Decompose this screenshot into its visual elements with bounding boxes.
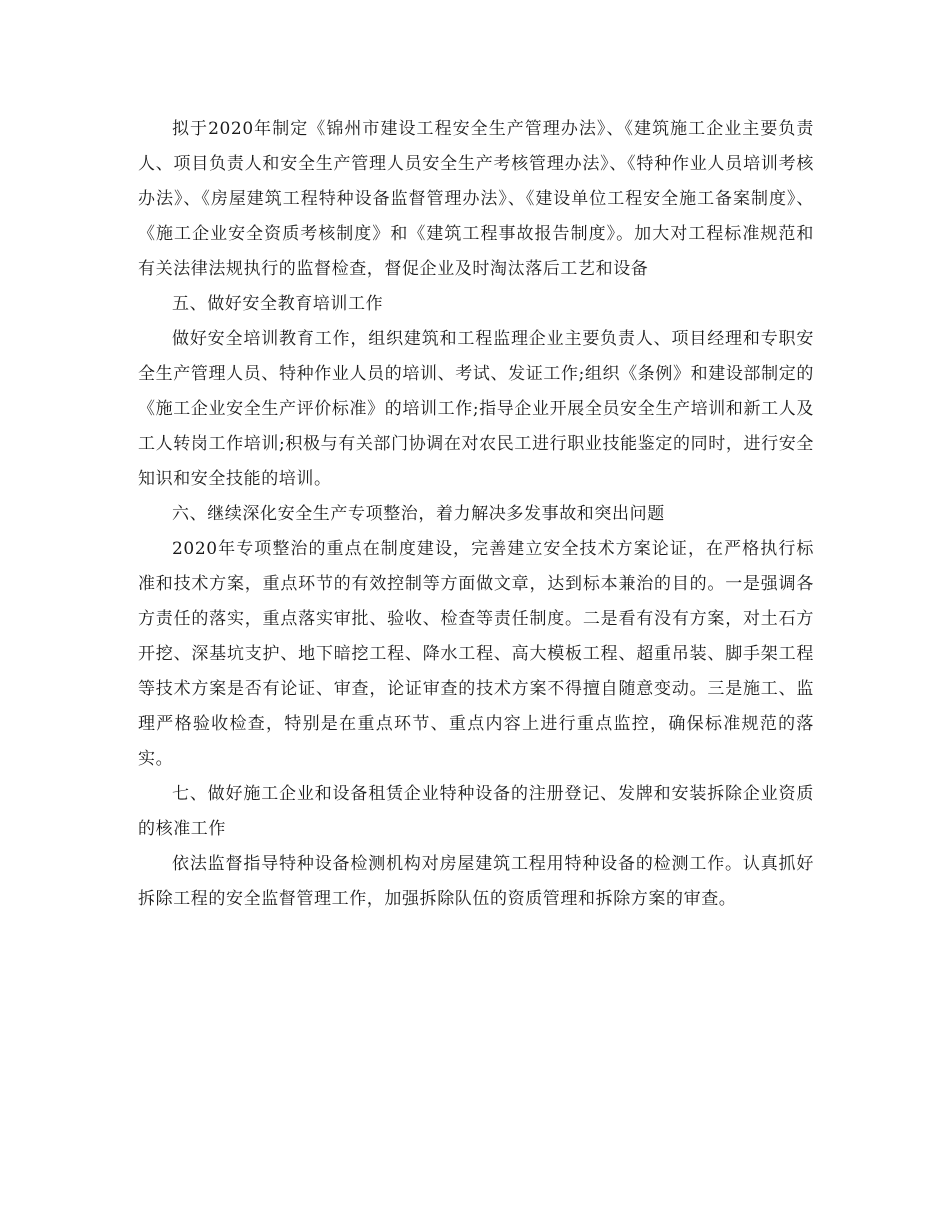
- section-heading-training: 五、做好安全教育培训工作: [172, 294, 384, 314]
- paragraph-special-rectification: 2020年专项整治的重点在制度建设，完善建立安全技术方案论证，在严格执行标准和技术方案，重点环节的有效控制等方面做文章，达到标本兼治的目的。一是强调各方责任的落实，重点落实审批、验收、检查等责任制度。二是看有没有方案，对土石方开挖、深基坑支护、地下暗挖工程、降水工程、高大模板工程、超重吊装、脚手架工程等技术方案是否有论证、审查，论证审查的技术方案不得擅自随意变动。三是施工、监理严格验收检查，特别是在重点环节、重点内容上进行重点监控，确保标准规范的落实。: [138, 539, 814, 769]
- section-heading-special-rectification: 六、继续深化安全生产专项整治，着力解决多发事故和突出问题: [172, 504, 665, 524]
- paragraph-equipment-inspection: 依法监督指导特种设备检测机构对房屋建筑工程用特种设备的检测工作。认真抓好拆除工程的安全监督管理工作，加强拆除队伍的资质管理和拆除方案的审查。: [138, 854, 814, 909]
- paragraph-regulations-plan: 拟于2020年制定《锦州市建设工程安全生产管理办法》、《建筑施工企业主要负责人、项目负责人和安全生产管理人员安全生产考核管理办法》、《特种作业人员培训考核办法》、《房屋建筑工程特种设备监督管理办法》、《建设单位工程安全施工备案制度》、《施工企业安全资质考核制度》和《建筑工程事故报告制度》。加大对工程标准规范和有关法律法规执行的监督检查，督促企业及时淘汰落后工艺和设备: [138, 119, 814, 279]
- section-heading-equipment-registration: 七、做好施工企业和设备租赁企业特种设备的注册登记、发牌和安装拆除企业资质的核准工作: [138, 784, 814, 839]
- document-body: [138, 112, 814, 917]
- paragraph-training: 做好安全培训教育工作，组织建筑和工程监理企业主要负责人、项目经理和专职安全生产管理人员、特种作业人员的培训、考试、发证工作;组织《条例》和建设部制定的《施工企业安全生产评价标准》的培训工作;指导企业开展全员安全生产培训和新工人及工人转岗工作培训;积极与有关部门协调在对农民工进行职业技能鉴定的同时，进行安全知识和安全技能的培训。: [138, 329, 814, 489]
